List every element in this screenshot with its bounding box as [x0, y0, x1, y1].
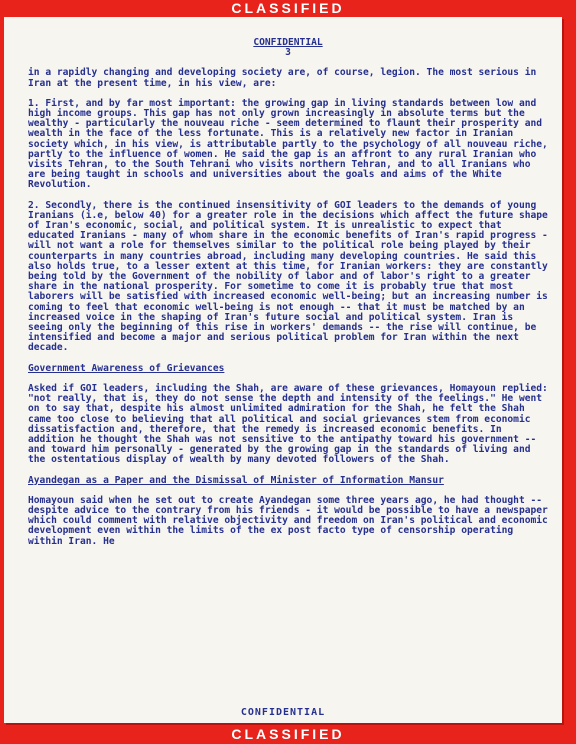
page-header [28, 38, 548, 58]
section-text-ayandegan: Homayoun said when he set out to create Ayandegan some three years ago, he had thought -- despite advice to the contrary from his friends - it would be possible to have a newspaper which could comment with relative objectivity and freedom on Iran's political and economic development even within the limits of the ex post facto type of censorship operating within Iran. He [28, 494, 548, 547]
section-text-awareness: Asked if GOI leaders, including the Shah, are aware of these grievances, Homayoun replied: "not really, that is, they do not sense the depth and intensity of the feelings." He went on to say that, despite his almost unlimited admiration for the Shah, he felt the Shah came too close to believing that all political and social grievances stem from economic dissatisfaction and, therefore, that the remedy is increased economic benefits. In addition he thought the Shah was not sensitive to the antipathy toward his government -- and toward him personally - generated by the growing gap in the standards of living and the ostentatious display of wealth by many devoted followers of the Shah. [28, 382, 548, 466]
paragraph-intro: in a rapidly changing and developing society are, of course, legion. The most serious in Iran at the present time, in his view, are: [28, 67, 537, 89]
document-body [28, 38, 548, 557]
paragraph-point-2: 2. Secondly, there is the continued insensitivity of GOI leaders to the demands of young Iranians (i.e, below 40) for a greater role in the decisions which affect the future shape of Iran's economic, social, and political system. It is unrealistic to expect that educated Iranians - many of whom share in the economic benefits of Iran's rapid progress - will not want a role for themselves similar to the political role being played by their counterparts in many countries abroad, including many developing countries. He said this also holds true, to a lesser extent at this time, for Iranian workers: they are constantly being told by the Government of the nobility of labor and of labor's right to a greater share in the national prosperity. For sometime to come it is probably true that most laborers will be satisfied with increased economic well-being; but an increasing number is coming to feel that economic well-being is not enough -- that it must be matched by an increased voice in the shaping of Iran's future social and political system. Iran is seeing only the beginning of this rise in workers' demands -- the rise will continue, be intensified and become a major and serious political problem for Iran within the next decade. [28, 199, 548, 354]
footer-confidential-stamp: CONFIDENTIAL [240, 707, 326, 718]
document-page [4, 17, 562, 723]
top-classification-banner: CLASSIFIED [231, 0, 345, 16]
bottom-classification-banner: CLASSIFIED [231, 726, 345, 742]
section-heading-awareness: Government Awareness of Grievances [28, 362, 225, 374]
confidential-marking: CONFIDENTIAL [253, 37, 323, 48]
section-heading-ayandegan: Ayandegan as a Paper and the Dismissal of Minister of Information Mansur [28, 474, 444, 486]
page-number: 3 [285, 47, 291, 59]
paragraph-point-1: 1. First, and by far most important: the growing gap in living standards between low and high income groups. This gap has not only grown increasingly in absolute terms but the wealthy - particularly the nouveau riche - seem determined to flaunt their prosperity and wealth in the face of the less fortunate. This is a relatively new factor in Iranian society which, in his view, is attributable partly to the psychology of all nouveau riche, partly to the influence of women. He said the gap is an affront to any rural Iranian who visits Tehran, to the South Tehrani who visits northern Tehran, and to all Iranians who are being taught in schools and universities about the goals and aims of the White Revolution. [28, 97, 548, 191]
